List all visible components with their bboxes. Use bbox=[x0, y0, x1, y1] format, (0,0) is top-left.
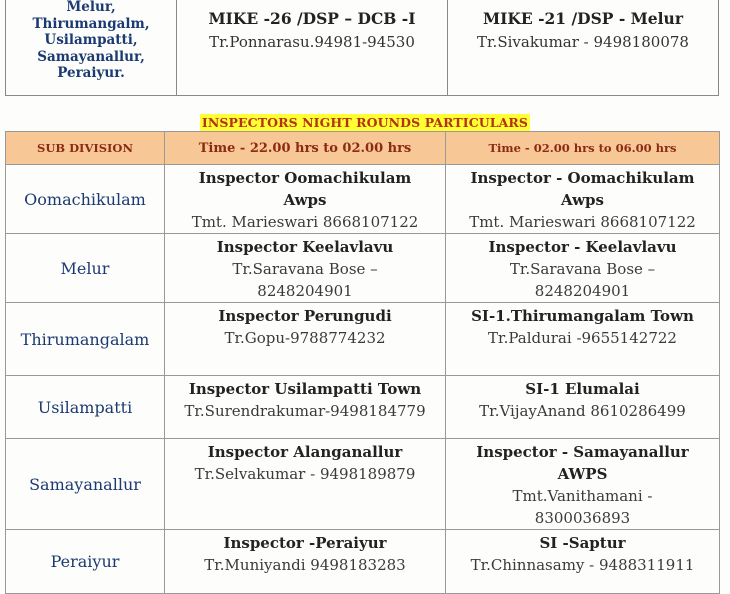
officer-contact: Tr.Saravana Bose – bbox=[232, 260, 378, 278]
officer-title: Inspector -Peraiyur bbox=[223, 534, 387, 552]
officer-title: SI-1 Elumalai bbox=[525, 380, 640, 398]
header-sub-division: SUB DIVISION bbox=[6, 132, 165, 165]
officer-title: Inspector Keelavlavu bbox=[216, 238, 394, 256]
sub-division-cell: Melur bbox=[6, 234, 165, 303]
table-header-row bbox=[6, 132, 720, 165]
top-sub-division-line: Thirumangalm, bbox=[32, 15, 150, 32]
section-title-text: INSPECTORS NIGHT ROUNDS PARTICULARS bbox=[201, 115, 529, 130]
officer-contact: Tmt. Marieswari 8668107122 bbox=[469, 213, 696, 231]
sub-division-cell: Thirumangalam bbox=[6, 303, 165, 376]
second-shift-cell bbox=[446, 530, 720, 594]
top-col2-heading: MIKE -21 /DSP - Melur bbox=[482, 9, 683, 28]
officer-contact: Tr.Muniyandi 9498183283 bbox=[204, 556, 406, 574]
first-shift-cell bbox=[165, 303, 446, 376]
table-row bbox=[6, 303, 720, 376]
officer-title: Inspector Perungudi bbox=[218, 307, 392, 325]
officer-title: Awps bbox=[283, 191, 327, 209]
top-col1-heading: MIKE -26 /DSP – DCB -I bbox=[208, 9, 416, 28]
section-title bbox=[0, 112, 730, 132]
first-shift-cell bbox=[165, 165, 446, 234]
top-sub-division-line: Samayanallur, bbox=[37, 48, 145, 65]
top-col1-name: Tr.Ponnarasu.94981-94530 bbox=[209, 33, 415, 51]
officer-contact: 8300036893 bbox=[534, 509, 631, 527]
officer-title: Inspector - Oomachikulam bbox=[470, 169, 695, 187]
officer-contact: 8248204901 bbox=[534, 282, 631, 300]
officer-title: Awps bbox=[561, 191, 604, 209]
officer-title: Inspector - Samayanallur bbox=[476, 443, 689, 461]
second-shift-cell bbox=[446, 303, 720, 376]
second-shift-cell bbox=[446, 376, 720, 439]
officer-title: SI-1.Thirumangalam Town bbox=[471, 307, 694, 325]
second-shift-cell bbox=[446, 234, 720, 303]
table-row bbox=[6, 376, 720, 439]
officer-title: Inspector Usilampatti Town bbox=[188, 380, 422, 398]
second-shift-cell bbox=[446, 439, 720, 530]
sub-division-cell: Samayanallur bbox=[6, 439, 165, 530]
officer-title: SI -Saptur bbox=[539, 534, 626, 552]
officer-contact: Tr.Saravana Bose – bbox=[509, 260, 656, 278]
officer-contact: Tr.Selvakumar - 9498189879 bbox=[194, 465, 416, 483]
top-col1-cell bbox=[177, 0, 448, 96]
officer-title: AWPS bbox=[557, 465, 608, 483]
top-sub-division-cell bbox=[6, 0, 177, 96]
table-row bbox=[6, 439, 720, 530]
first-shift-cell bbox=[165, 530, 446, 594]
top-sub-division-line: Melur, bbox=[66, 0, 116, 15]
sub-division-cell: Peraiyur bbox=[6, 530, 165, 594]
officer-title: Inspector Alanganallur bbox=[207, 443, 403, 461]
officer-contact: Tr.Gopu-9788774232 bbox=[224, 329, 386, 347]
dsp-table bbox=[5, 0, 719, 96]
second-shift-cell bbox=[446, 165, 720, 234]
officer-contact: Tr.Paldurai -9655142722 bbox=[488, 329, 677, 347]
header-second-shift: Time - 02.00 hrs to 06.00 hrs bbox=[446, 132, 720, 165]
first-shift-cell bbox=[165, 234, 446, 303]
sub-division-cell: Usilampatti bbox=[6, 376, 165, 439]
officer-contact: Tmt.Vanithamani - bbox=[512, 487, 653, 505]
top-col2-cell bbox=[448, 0, 719, 96]
officer-title: Inspector Oomachikulam bbox=[198, 169, 412, 187]
table-row bbox=[6, 165, 720, 234]
first-shift-cell bbox=[165, 439, 446, 530]
officer-contact: Tmt. Marieswari 8668107122 bbox=[191, 213, 419, 231]
top-sub-division-line: Peraiyur. bbox=[57, 65, 125, 81]
top-sub-division-line: Usilampatti, bbox=[44, 32, 138, 48]
sub-division-cell: Oomachikulam bbox=[6, 165, 165, 234]
officer-contact: Tr.Surendrakumar-9498184779 bbox=[184, 402, 426, 420]
night-rounds-table bbox=[5, 131, 720, 594]
officer-contact: 8248204901 bbox=[257, 282, 353, 300]
officer-contact: Tr.VijayAnand 8610286499 bbox=[479, 402, 686, 420]
table-row bbox=[6, 234, 720, 303]
table-row bbox=[6, 530, 720, 594]
header-first-shift: Time - 22.00 hrs to 02.00 hrs bbox=[165, 132, 446, 165]
officer-contact: Tr.Chinnasamy - 9488311911 bbox=[470, 556, 695, 574]
first-shift-cell bbox=[165, 376, 446, 439]
top-col2-name: Tr.Sivakumar - 9498180078 bbox=[477, 33, 689, 51]
officer-title: Inspector - Keelavlavu bbox=[488, 238, 677, 256]
